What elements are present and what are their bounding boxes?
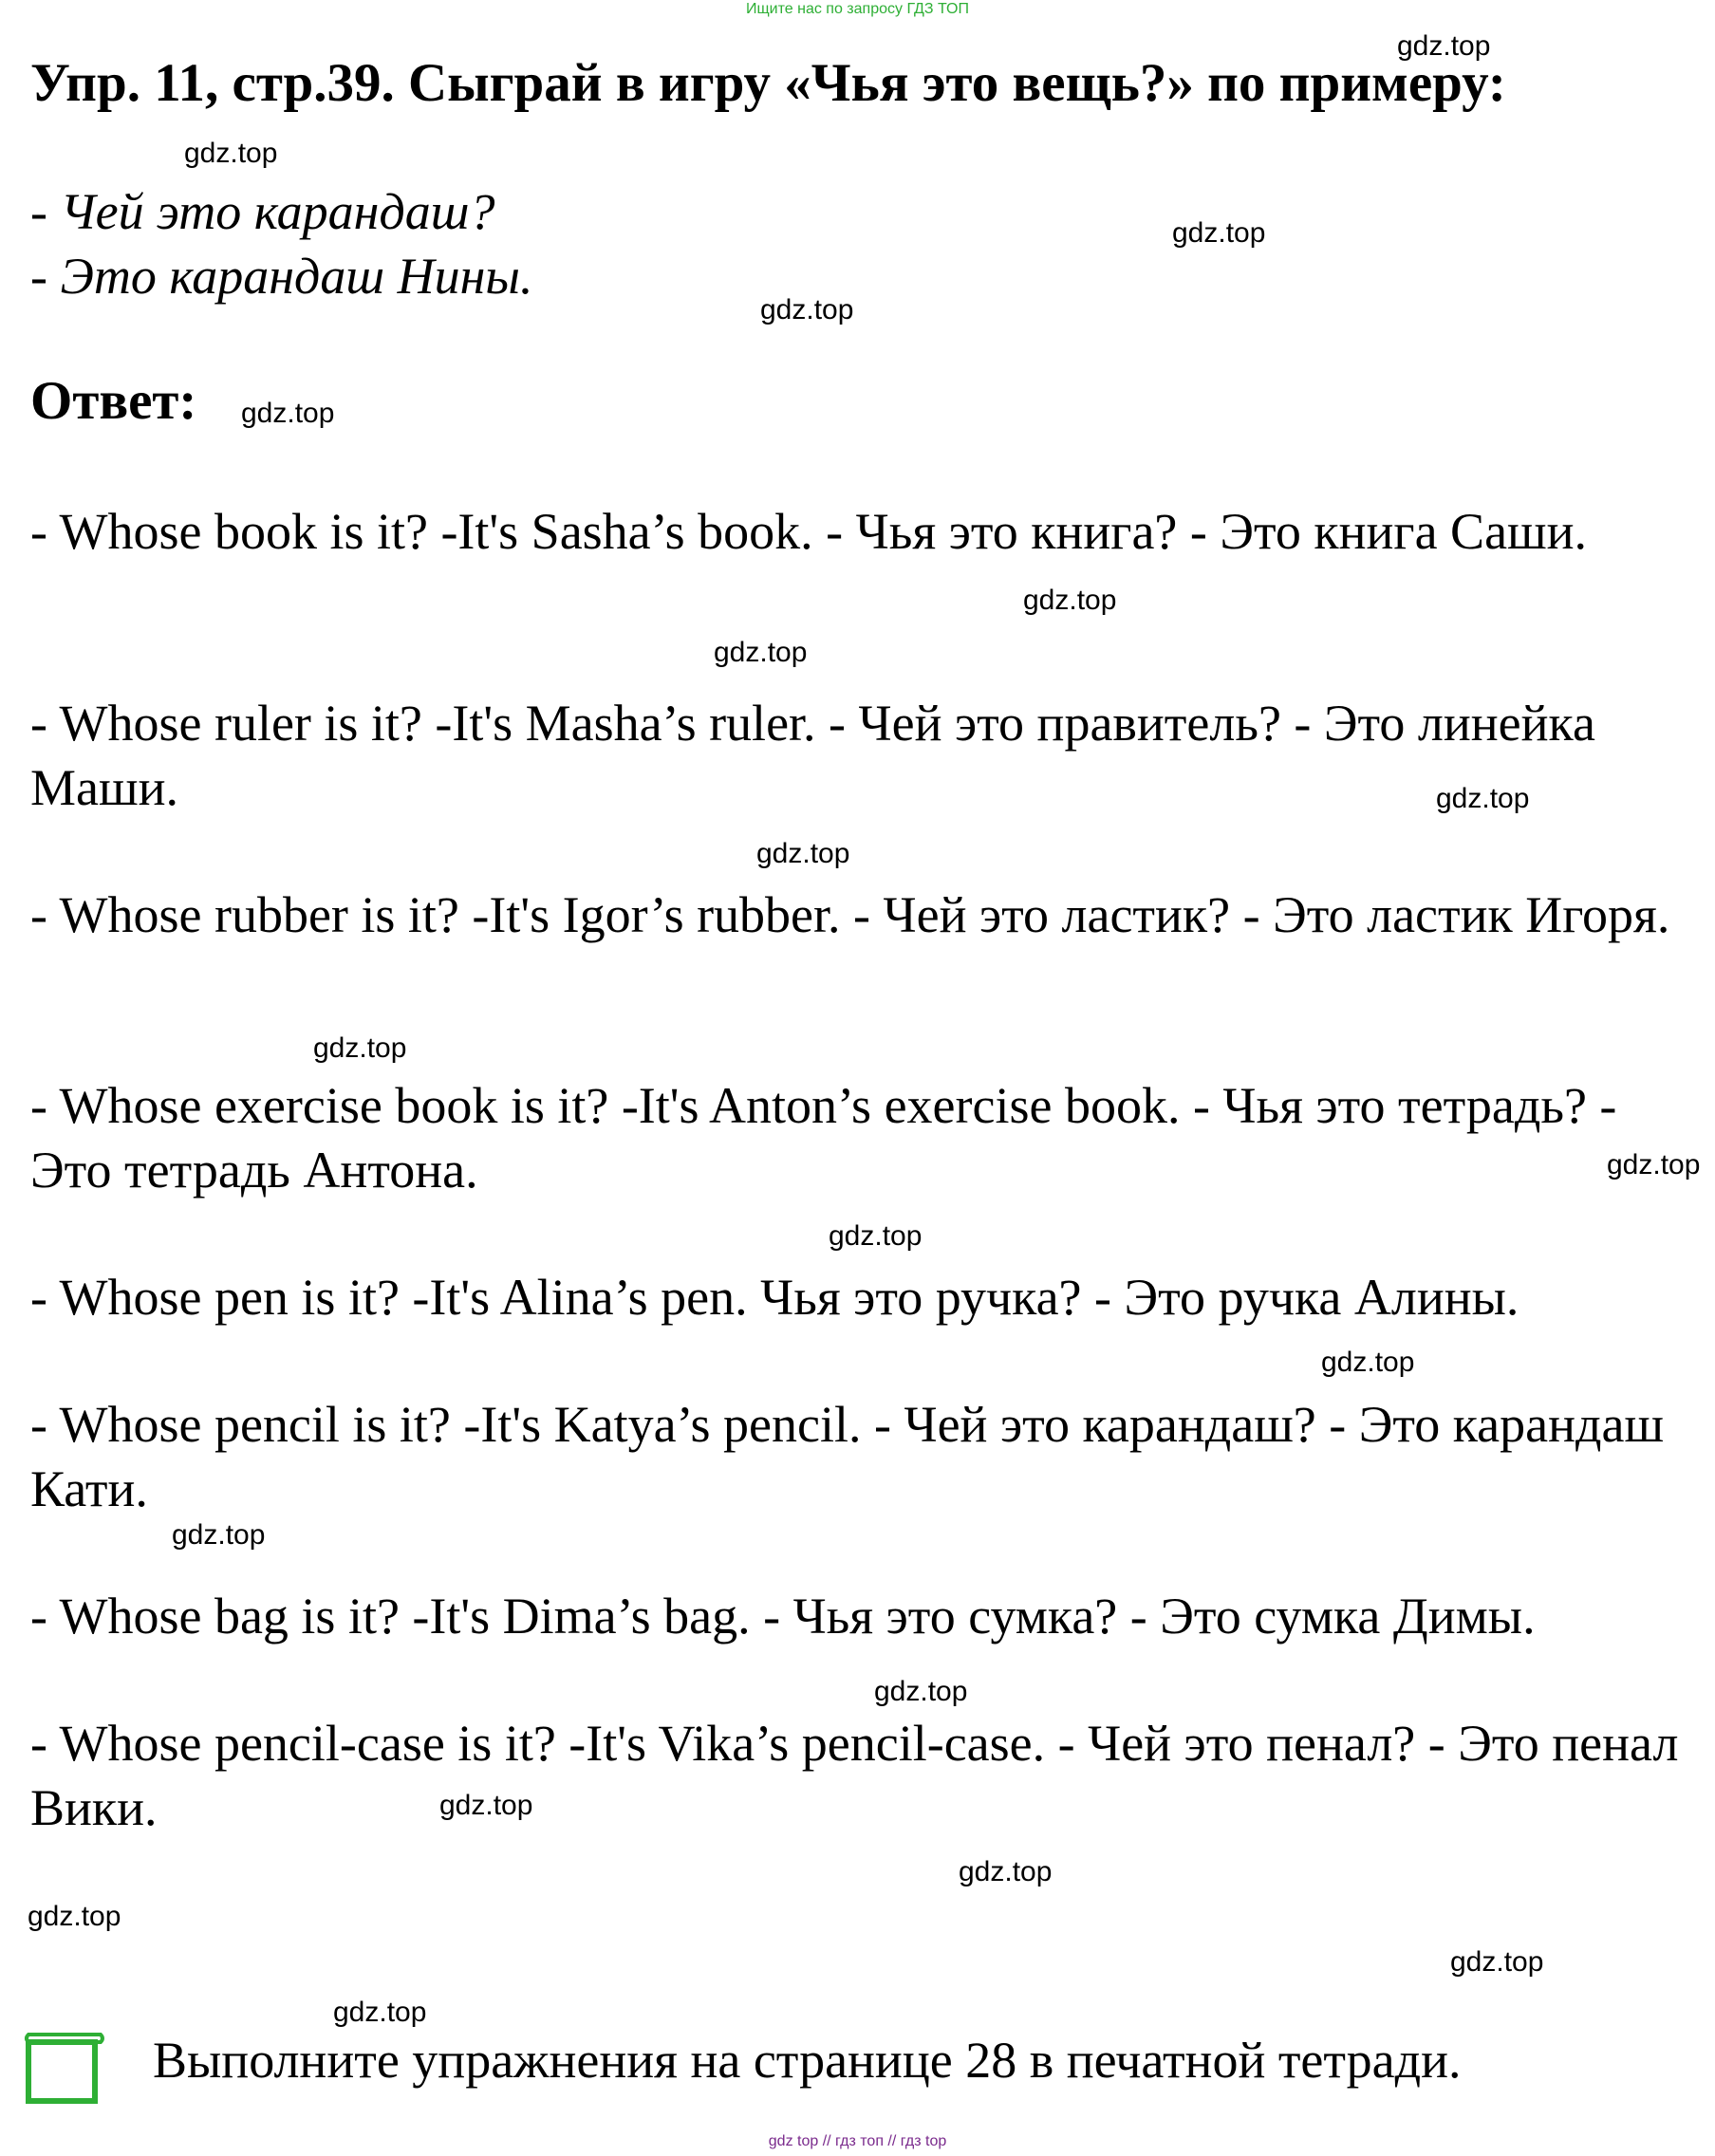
watermark: gdz.top bbox=[756, 838, 850, 869]
watermark: gdz.top bbox=[184, 138, 278, 169]
watermark: gdz.top bbox=[313, 1032, 407, 1064]
watermark: gdz.top bbox=[439, 1790, 533, 1821]
watermark: gdz.top bbox=[172, 1519, 266, 1551]
answer-item: - Whose pencil is it? -It's Katya’s pencil. - Чей это карандаш? - Это карандаш Кати. bbox=[30, 1396, 1665, 1517]
watermark: gdz.top bbox=[1172, 217, 1266, 249]
bottom-banner: gdz top // гдз топ // гдз top bbox=[768, 2133, 947, 2149]
example-question: - Чей это карандаш? bbox=[30, 183, 495, 240]
answer-item: - Whose exercise book is it? -It's Anton’s exercise book. - Чья это тетрадь? - Это тетрадь Антона. bbox=[30, 1077, 1617, 1199]
watermark: gdz.top bbox=[1450, 1946, 1544, 1978]
watermark: gdz.top bbox=[1023, 585, 1117, 616]
answer-item: - Whose ruler is it? -It's Masha’s ruler. - Чей это правитель? - Это линейка Маши. bbox=[30, 695, 1595, 816]
watermark: gdz.top bbox=[333, 1997, 427, 2028]
watermark: gdz.top bbox=[1321, 1347, 1415, 1378]
watermark: gdz.top bbox=[28, 1901, 121, 1932]
example-answer: - Это карандаш Нины. bbox=[30, 248, 533, 305]
watermark: gdz.top bbox=[1397, 30, 1491, 62]
top-banner: Ищите нас по запросу ГДЗ ТОП bbox=[746, 1, 969, 17]
answer-item: - Whose book is it? -It's Sasha’s book. - Чья это книга? - Это книга Саши. bbox=[30, 503, 1588, 560]
notebook-icon bbox=[21, 2031, 106, 2109]
watermark: gdz.top bbox=[959, 1856, 1053, 1887]
watermark: gdz.top bbox=[1607, 1149, 1701, 1180]
answer-item: - Whose pen is it? -It's Alina’s pen. Чья это ручка? - Это ручка Алины. bbox=[30, 1269, 1519, 1326]
watermark: gdz.top bbox=[874, 1676, 968, 1707]
page-title: Упр. 11, стр.39. Сыграй в игру «Чья это вещь?» по примеру: bbox=[30, 53, 1506, 113]
answer-item: - Whose rubber is it? -It's Igor’s rubber. - Чей это ластик? - Это ластик Игоря. bbox=[30, 886, 1670, 943]
watermark: gdz.top bbox=[829, 1220, 923, 1252]
watermark: gdz.top bbox=[241, 398, 335, 429]
answer-item: - Whose bag is it? -It's Dima’s bag. - Чья это сумка? - Это сумка Димы. bbox=[30, 1588, 1536, 1645]
watermark: gdz.top bbox=[714, 637, 808, 668]
watermark: gdz.top bbox=[760, 294, 854, 325]
answer-label: Ответ: bbox=[30, 371, 197, 431]
footer-instruction: Выполните упражнения на странице 28 в печатной тетради. bbox=[153, 2032, 1462, 2089]
answer-item: - Whose pencil-case is it? -It's Vika’s pencil-case. - Чей это пенал? - Это пенал Вики. bbox=[30, 1715, 1679, 1836]
watermark: gdz.top bbox=[1436, 783, 1530, 814]
